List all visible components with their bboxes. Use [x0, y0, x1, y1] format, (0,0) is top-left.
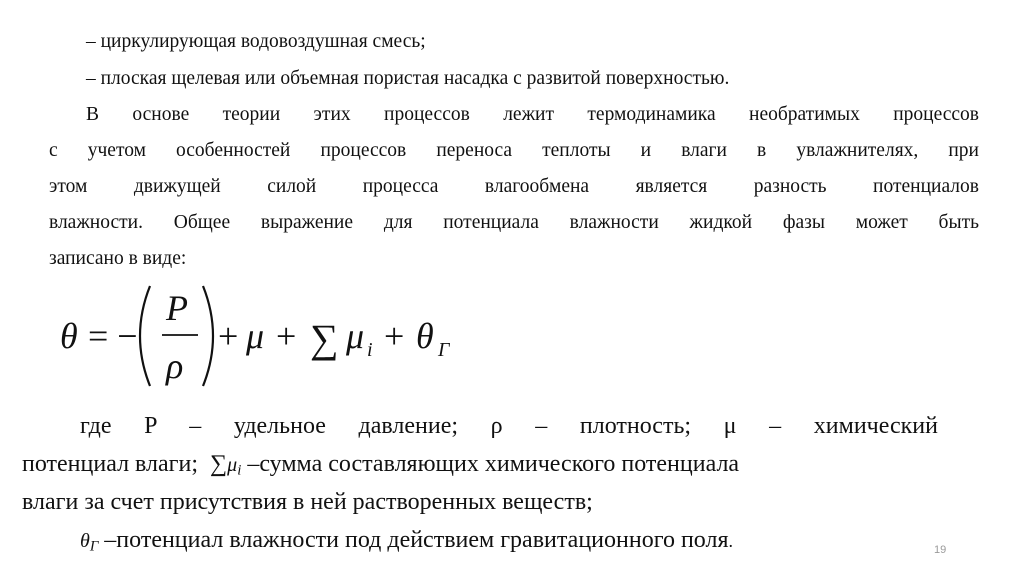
formula-plus-1: +: [218, 316, 239, 356]
paragraph-line-5: записано в виде:: [49, 248, 187, 269]
formula-theta-g: θ: [416, 316, 434, 356]
paragraph-line-2: [49, 139, 979, 163]
formula-mu-i: μ: [346, 316, 365, 356]
period: .: [728, 531, 733, 551]
definition-prefix: потенциал влаги;: [22, 451, 199, 477]
theta-symbol: θ: [80, 530, 90, 552]
paragraph-line-3: [49, 175, 979, 199]
paragraph-line-4: [49, 211, 979, 235]
definition-line-1: [80, 411, 938, 441]
paragraph-text: с учетом особенностей процессов переноса теплоты и влаги в увлажнителях, при: [49, 140, 979, 161]
definition-text: потенциал влажности под действием гравитационного поля: [116, 527, 729, 553]
formula-sum: ∑: [310, 316, 339, 361]
sum-symbol: ∑: [210, 451, 228, 477]
definition-suffix: сумма составляющих химического потенциала: [259, 451, 740, 477]
paragraph-text: этом движущей силой процесса влагообмена является разность потенциалов: [49, 176, 979, 197]
list-item-mixture: – циркулирующая водовоздушная смесь;: [86, 31, 426, 52]
paragraph-text: влажности. Общее выражение для потенциала влажности жидкой фазы может быть: [49, 212, 979, 233]
formula-sub-i: i: [367, 339, 373, 361]
formula-denominator: ρ: [166, 346, 184, 386]
formula-sub-g: Г: [438, 339, 450, 361]
sub-g: Г: [89, 538, 99, 555]
paragraph-line-1: [86, 103, 979, 127]
formula-plus-3: +: [384, 316, 405, 356]
formula-theta: θ: [60, 316, 78, 356]
definition-line-4: [80, 525, 733, 562]
definition-line-3: влаги за счет присутствия в ней растворенных веществ;: [22, 489, 593, 515]
left-paren: [140, 286, 150, 386]
mu-symbol: μ: [227, 454, 238, 476]
list-item-packing: – плоская щелевая или объемная пористая насадка с развитой поверхностью.: [86, 68, 730, 89]
definition-text: где P – удельное давление; ρ – плотность; μ – химический: [80, 413, 938, 439]
formula-mu: μ: [246, 316, 265, 356]
definition-line-2: [22, 449, 739, 486]
formula-plus-2: +: [276, 316, 297, 356]
dash: –: [247, 451, 260, 477]
right-paren: [203, 286, 213, 386]
sub-i: i: [237, 462, 242, 479]
dash: –: [104, 527, 117, 553]
formula-equals-minus: = −: [88, 316, 138, 356]
moisture-potential-formula: [58, 282, 488, 390]
paragraph-text: В основе теории этих процессов лежит термодинамика необратимых процессов: [86, 104, 979, 125]
formula-numerator: P: [166, 288, 188, 328]
page-number: 19: [934, 544, 947, 556]
